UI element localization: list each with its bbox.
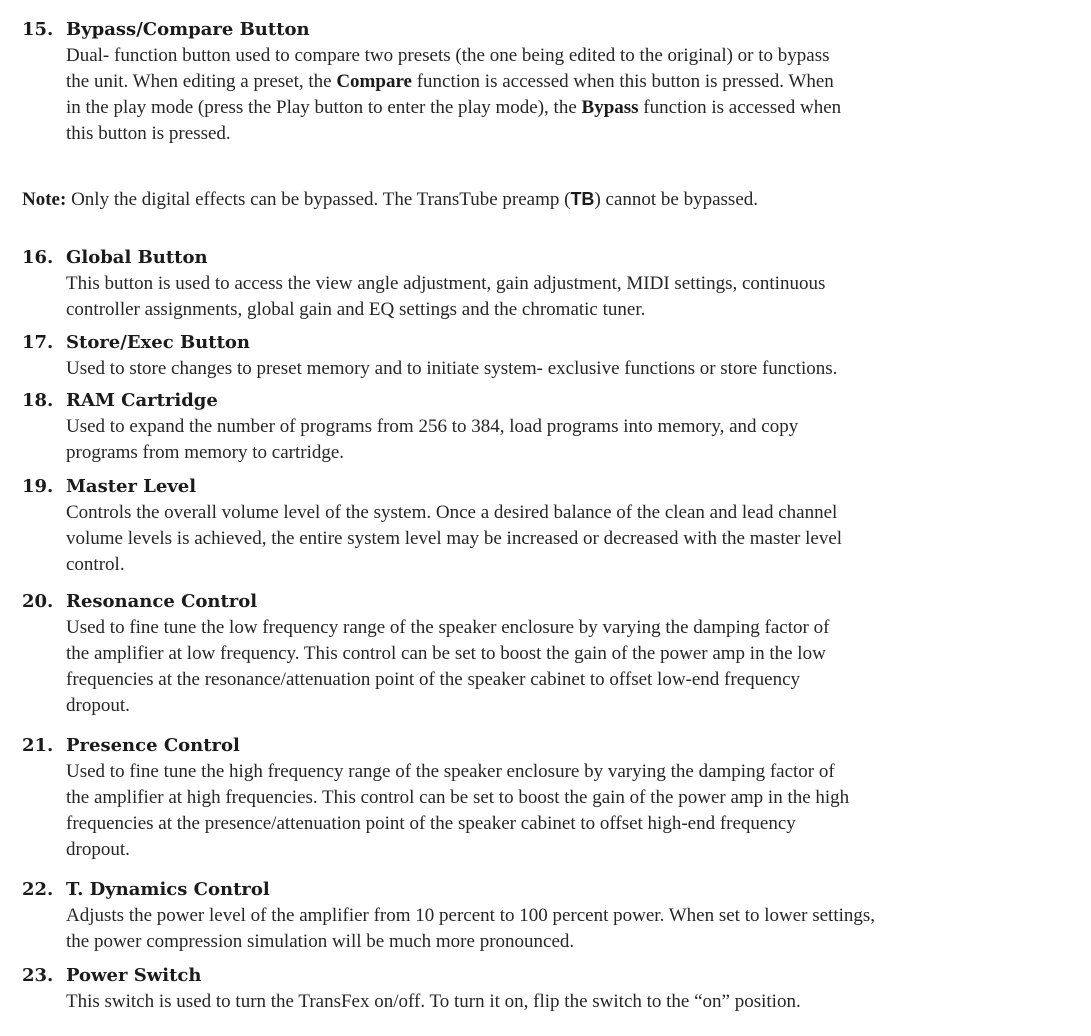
text-run: dropout. [66,695,130,716]
description-line [66,693,1080,719]
item-number: 15. [22,19,54,40]
item-title: RAM Cartridge [66,390,218,411]
description-line [66,837,1080,863]
description-line [66,552,1080,578]
text-run: Used to fine tune the low frequency range of the speaker enclosure by varying the damping factor of [66,617,830,638]
item-number: 18. [22,390,54,411]
text-run: dropout. [66,839,130,860]
note-text-after: ) cannot be bypassed. [594,189,758,210]
item-title: Power Switch [66,965,202,986]
item-resonance-control [22,589,1080,719]
item-description [66,356,1080,382]
item-title: Global Button [66,247,208,268]
item-presence-control [22,733,1080,863]
text-run: frequencies at the presence/attenuation point of the speaker cabinet to offset high-end frequency [66,813,796,834]
note-paragraph [22,186,1080,213]
item-master-level [22,474,1080,578]
item-heading [22,733,1080,759]
description-line [66,929,1080,955]
item-t-dynamics-control [22,877,1080,955]
description-line [66,414,1080,440]
item-description [66,903,1080,955]
description-line [66,356,1080,382]
item-title: Master Level [66,476,197,497]
text-run: control. [66,554,125,575]
item-number: 21. [22,735,54,756]
description-line [66,759,1080,785]
item-store-exec-button [22,330,1080,382]
item-description [66,759,1080,863]
text-run: the unit. When editing a preset, the [66,71,337,92]
item-description [66,414,1080,466]
item-description [66,500,1080,578]
bold-term: Compare [336,71,412,92]
text-run: Adjusts the power level of the amplifier from 10 percent to 100 percent power. When set to lower settings, [66,905,876,926]
item-title: Resonance Control [66,591,258,612]
description-line [66,271,1080,297]
item-description [66,989,1080,1015]
text-run: Used to store changes to preset memory and to initiate system- exclusive functions or store functions. [66,358,838,379]
text-run: Controls the overall volume level of the system. Once a desired balance of the clean and lead channel [66,502,838,523]
description-line [66,43,1080,69]
item-description [66,271,1080,323]
bold-term: Bypass [581,97,639,118]
item-description [66,43,1080,147]
item-title: T. Dynamics Control [66,879,270,900]
description-line [66,641,1080,667]
description-line [66,989,1080,1015]
item-heading [22,17,1080,43]
item-global-button [22,245,1080,323]
description-line [66,297,1080,323]
description-line [66,785,1080,811]
text-run: in the play mode (press the Play button to enter the play mode), the [66,97,582,118]
item-description [66,615,1080,719]
text-run: frequencies at the resonance/attenuation point of the speaker cabinet to offset low-end frequency [66,669,801,690]
description-line [66,615,1080,641]
text-run: the amplifier at low frequency. This control can be set to boost the gain of the power amp in the low [66,643,826,664]
item-heading [22,245,1080,271]
description-line [66,903,1080,929]
text-run: Used to expand the number of programs from 256 to 384, load programs into memory, and copy [66,416,799,437]
text-run: This switch is used to turn the TransFex on/off. To turn it on, flip the switch to the “on” position. [66,991,801,1012]
text-run: programs from memory to cartridge. [66,442,345,463]
description-line [66,811,1080,837]
text-run: Used to fine tune the high frequency range of the speaker enclosure by varying the damping factor of [66,761,835,782]
text-run: the power compression simulation will be much more pronounced. [66,931,575,952]
description-line [66,500,1080,526]
item-number: 20. [22,591,54,612]
item-bypass-compare-button [22,17,1080,147]
item-number: 22. [22,879,54,900]
item-number: 16. [22,247,54,268]
text-run: the amplifier at high frequencies. This control can be set to boost the gain of the power amp in the high [66,787,850,808]
description-line [66,121,1080,147]
note-tb-term: TB [570,189,595,209]
description-line [66,95,1080,121]
text-run: Dual- function button used to compare two presets (the one being edited to the original) or to bypass [66,45,830,66]
item-heading [22,330,1080,356]
item-heading [22,589,1080,615]
text-run: function is accessed when [638,97,842,118]
text-run: controller assignments, global gain and EQ settings and the chromatic tuner. [66,299,646,320]
description-line [66,440,1080,466]
item-heading [22,474,1080,500]
item-title: Bypass/Compare Button [66,19,310,40]
item-heading [22,877,1080,903]
item-title: Presence Control [66,735,240,756]
text-run: volume levels is achieved, the entire system level may be increased or decreased with the master level [66,528,843,549]
item-heading [22,963,1080,989]
text-run: This button is used to access the view angle adjustment, gain adjustment, MIDI settings, continuous [66,273,826,294]
item-heading [22,388,1080,414]
description-line [66,526,1080,552]
description-line [66,69,1080,95]
text-run: this button is pressed. [66,123,231,144]
item-power-switch [22,963,1080,1015]
item-number: 23. [22,965,54,986]
item-number: 17. [22,332,54,353]
item-title: Store/Exec Button [66,332,250,353]
text-run: function is accessed when this button is pressed. When [411,71,834,92]
description-line [66,667,1080,693]
note-label: Note: [22,189,67,210]
item-number: 19. [22,476,54,497]
note-text-before: Only the digital effects can be bypassed. The TransTube preamp ( [66,189,571,210]
item-ram-cartridge [22,388,1080,466]
